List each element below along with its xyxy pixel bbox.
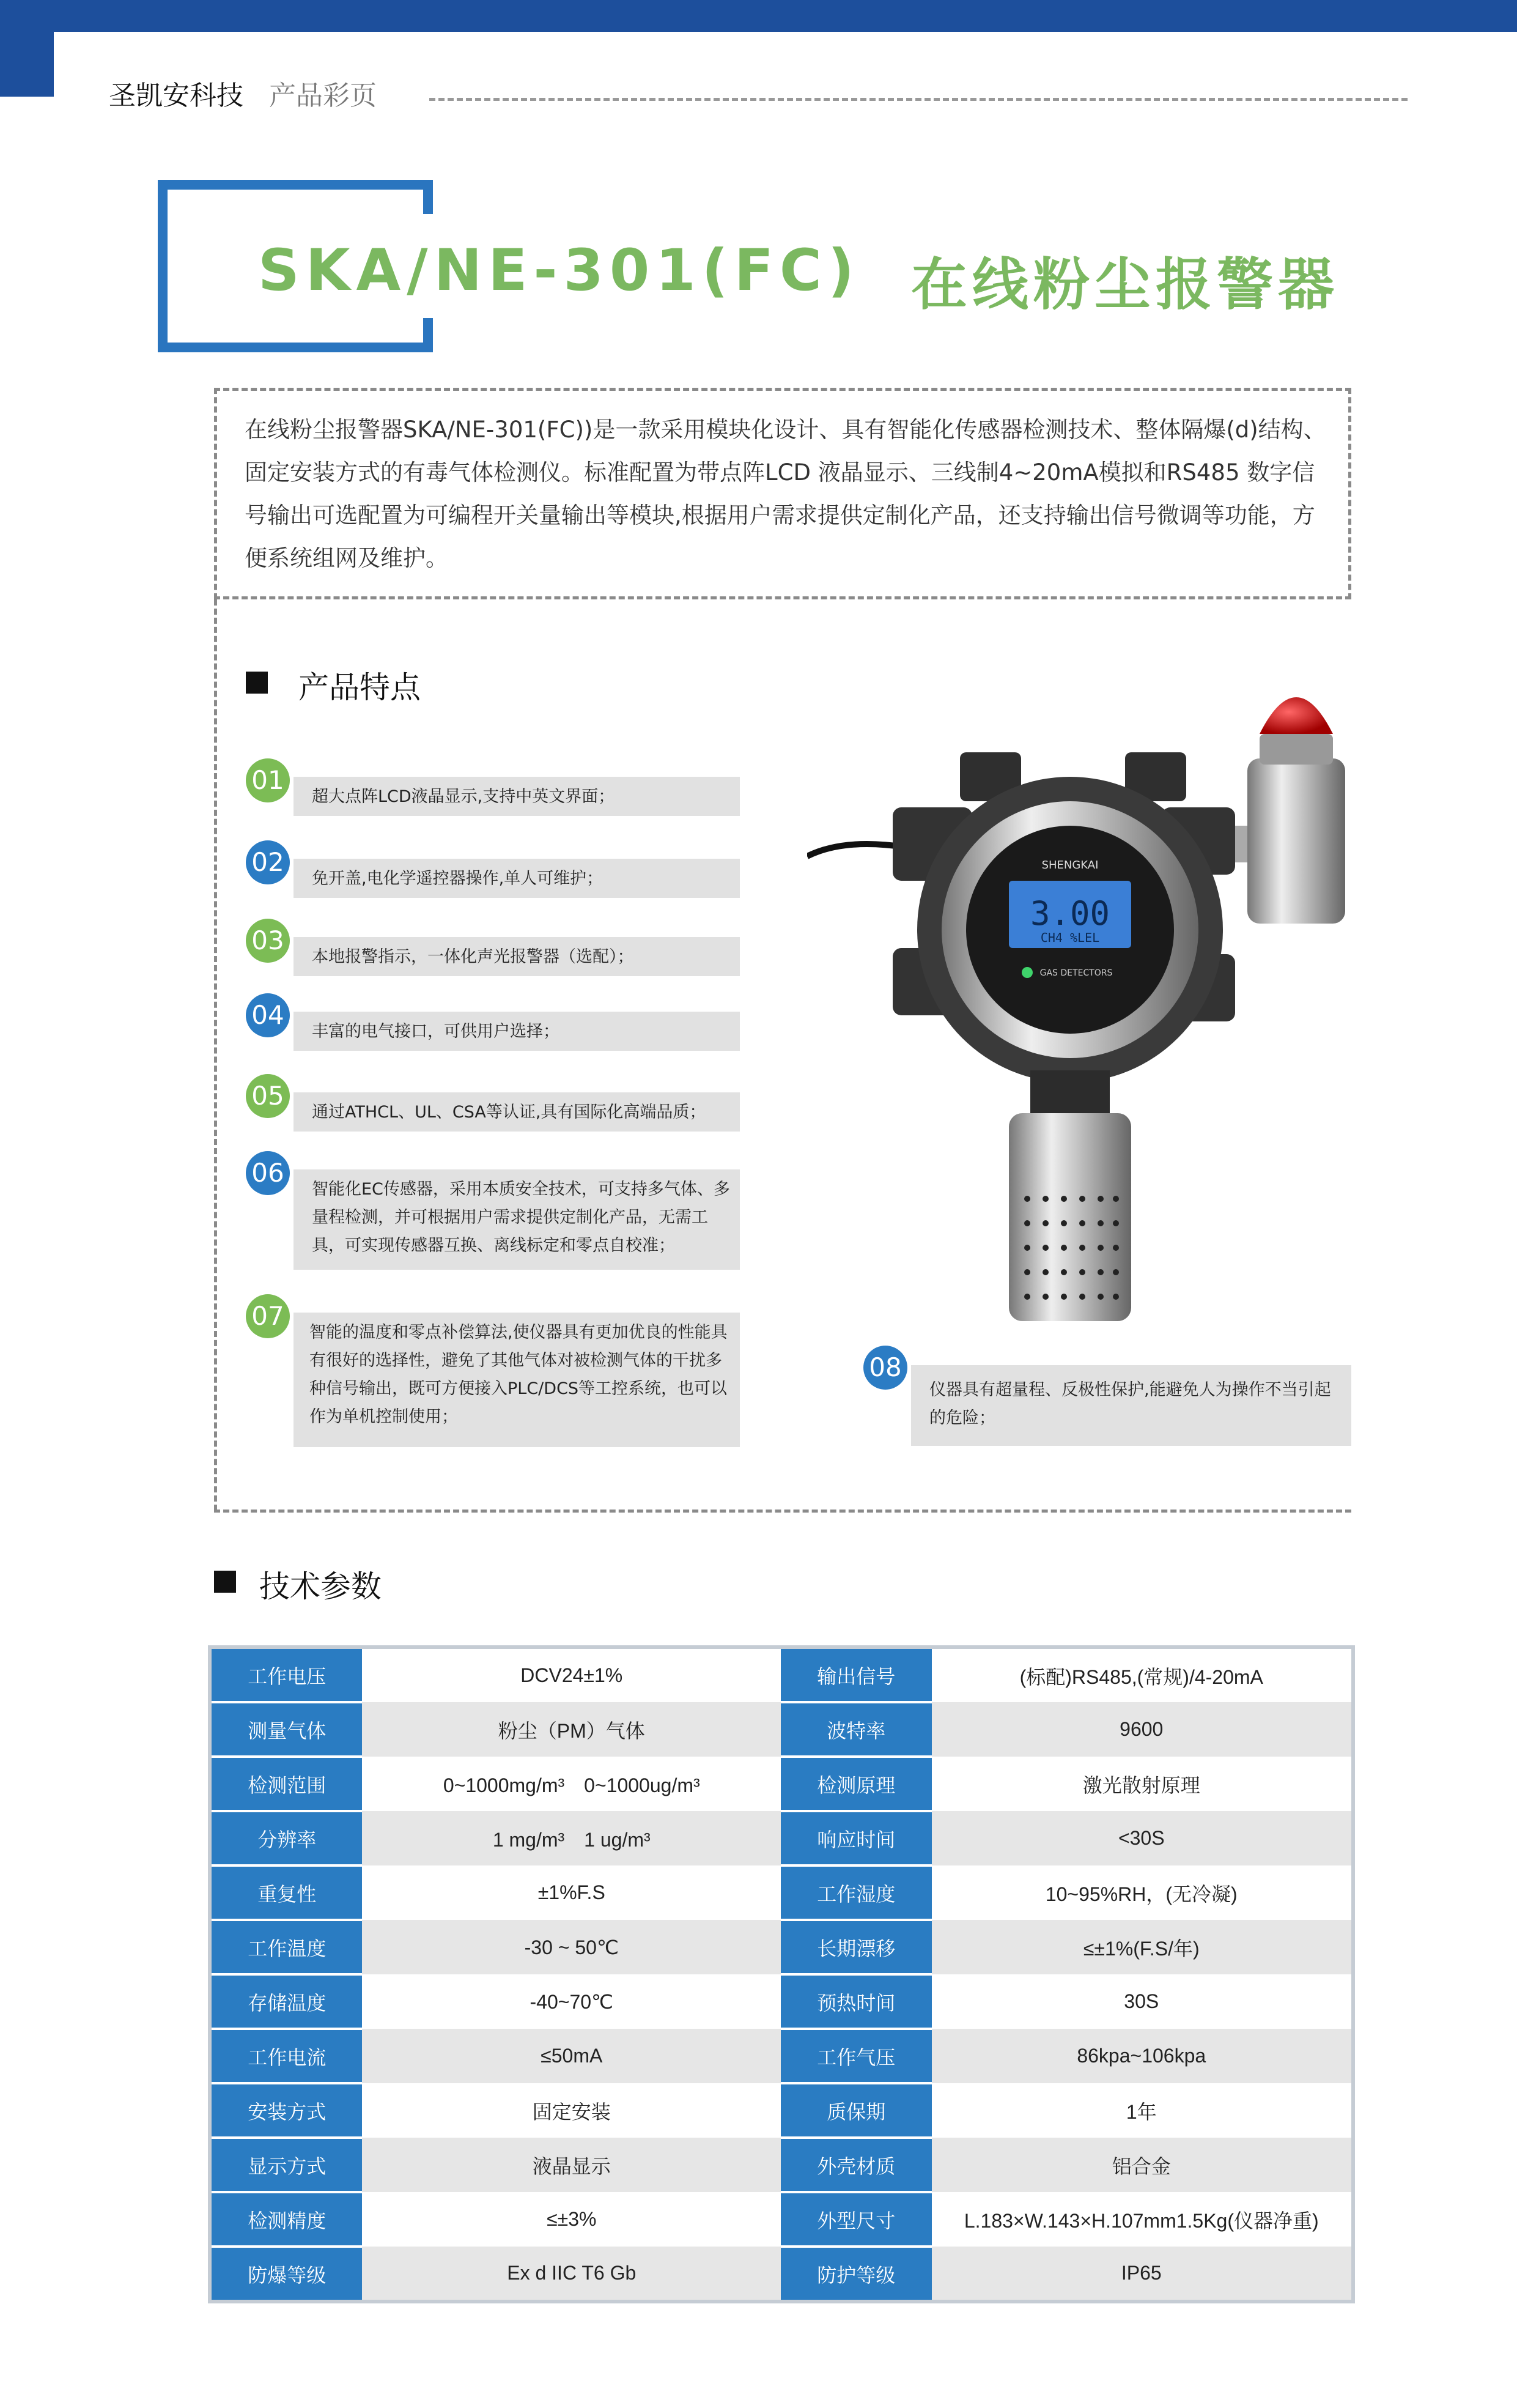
spec-value: ≤±1%(F.S/年): [932, 1920, 1353, 1974]
spec-value: 1 mg/m³ 1 ug/m³: [362, 1811, 781, 1865]
section-square-icon: [246, 672, 268, 694]
spec-value: (标配)RS485,(常规)/4-20mA: [932, 1647, 1353, 1702]
device-label: GAS DETECTORS: [1039, 968, 1113, 978]
spec-value: DCV24±1%: [362, 1647, 781, 1702]
spec-value: 86kpa~106kpa: [932, 2029, 1353, 2083]
spec-key: 输出信号: [781, 1647, 931, 1702]
feature-text: 丰富的电气接口，可供用户选择；: [312, 1022, 559, 1041]
spec-key: 重复性: [210, 1865, 362, 1920]
spec-key: 工作电压: [210, 1647, 362, 1702]
spec-value: -40~70℃: [362, 1974, 781, 2029]
spec-key: 长期漂移: [781, 1920, 931, 1974]
spec-key: 防爆等级: [210, 2247, 362, 2302]
spec-value: 30S: [932, 1974, 1353, 2029]
spec-value: ≤±3%: [362, 2192, 781, 2247]
spec-key: 响应时间: [781, 1811, 931, 1865]
feature-number-badge: 08: [863, 1346, 907, 1390]
spec-value: 液晶显示: [362, 2138, 781, 2192]
feature-text: 通过ATHCL、UL、CSA等认证,具有国际化高端品质；: [312, 1103, 706, 1122]
title-frame-top: [158, 180, 433, 190]
spec-value: Ex d IIC T6 Gb: [362, 2247, 781, 2302]
section-square-icon: [214, 1571, 236, 1593]
spec-key: 分辨率: [210, 1811, 362, 1865]
features-box-border: [214, 1510, 1351, 1513]
feature-text: 仪器具有超量程、反极性保护,能避免人为操作不当引起的危险；: [929, 1380, 1331, 1428]
table-row: [210, 2029, 1353, 2083]
spec-value: ±1%F.S: [362, 1865, 781, 1920]
header-section-label: 产品彩页: [269, 80, 377, 111]
model-title: SKA/NE-301(FC): [258, 237, 860, 304]
spec-key: 显示方式: [210, 2138, 362, 2192]
title-frame: [158, 180, 168, 352]
spec-key: 外壳材质: [781, 2138, 931, 2192]
feature-text: 智能的温度和零点补偿算法,使仪器具有更加优良的性能具有很好的选择性，避免了其他气体对被检测气体的干扰多种信号输出，既可方便接入PLC/DCS等工控系统，也可以作为单机控制使用；: [309, 1323, 728, 1426]
spec-key: 预热时间: [781, 1974, 931, 2029]
company-name: 圣凯安科技: [109, 80, 243, 111]
gas-detector-image: [807, 685, 1357, 1321]
feature-number-badge: 06: [246, 1151, 290, 1195]
spec-key: 检测范围: [210, 1757, 362, 1811]
spec-key: 外型尺寸: [781, 2192, 931, 2247]
feature-text: 超大点阵LCD液晶显示,支持中英文界面；: [312, 787, 615, 806]
features-heading: 产品特点: [298, 670, 421, 705]
table-row: [210, 1974, 1353, 2029]
title-frame-notch: [423, 180, 433, 214]
top-corner-tab: [0, 32, 54, 97]
feature-text: 免开盖,电化学遥控器操作,单人可维护；: [312, 869, 603, 888]
spec-key: 工作湿度: [781, 1865, 931, 1920]
spec-key: 工作温度: [210, 1920, 362, 1974]
lcd-sub: CH4 %LEL: [1040, 930, 1100, 945]
table-row: [210, 1702, 1353, 1757]
feature-number-badge: 02: [246, 840, 290, 884]
table-row: [210, 2083, 1353, 2138]
table-row: [210, 1757, 1353, 1811]
device-brand: SHENGKAI: [1041, 859, 1099, 872]
spec-value: 10~95%RH，(无冷凝): [932, 1865, 1353, 1920]
table-row: [210, 2247, 1353, 2302]
spec-key: 波特率: [781, 1702, 931, 1757]
table-row: [210, 1865, 1353, 1920]
intro-text: 在线粉尘报警器SKA/NE-301(FC))是一款采用模块化设计、具有智能化传感器检测技术、整体隔爆(d)结构、固定安装方式的有毒气体检测仪。标准配置为带点阵LCD 液晶显示、三线制4~20mA模拟和RS485 数字信号输出可选配置为可编程开关量输出等模块,根据用户需求提供定制化产品，还支持输出信号微调等功能，方便系统组网及维护。: [245, 417, 1326, 571]
table-row: [210, 1920, 1353, 1974]
spec-key: 防护等级: [781, 2247, 931, 2302]
spec-value: 激光散射原理: [932, 1757, 1353, 1811]
spec-key: 存储温度: [210, 1974, 362, 2029]
feature-number-badge: 03: [246, 919, 290, 963]
spec-value: -30 ~ 50℃: [362, 1920, 781, 1974]
spec-key: 质保期: [781, 2083, 931, 2138]
feature-number-badge: 04: [246, 993, 290, 1037]
spec-value: 固定安装: [362, 2083, 781, 2138]
title-frame-bottom: [158, 343, 433, 352]
feature-number-badge: 05: [246, 1074, 290, 1118]
title-frame-notch: [423, 318, 433, 352]
header-dashed-rule: [429, 98, 1408, 101]
spec-value: 铝合金: [932, 2138, 1353, 2192]
lcd-value: 3.00: [1030, 894, 1110, 933]
table-row: [210, 2192, 1353, 2247]
product-title: 在线粉尘报警器: [911, 252, 1340, 317]
spec-value: 粉尘（PM）气体: [362, 1702, 781, 1757]
spec-value: <30S: [932, 1811, 1353, 1865]
specs-heading: 技术参数: [259, 1569, 382, 1604]
table-row: [210, 2138, 1353, 2192]
top-color-bar: [0, 0, 1517, 32]
table-row: [210, 1647, 1353, 1702]
feature-number-badge: 01: [246, 758, 290, 802]
spec-value: L.183×W.143×H.107mm1.5Kg(仪器净重): [932, 2192, 1353, 2247]
spec-key: 工作电流: [210, 2029, 362, 2083]
features-box-border: [214, 599, 217, 1511]
feature-text: 本地报警指示，一体化声光报警器（选配）；: [312, 947, 634, 966]
spec-key: 工作气压: [781, 2029, 931, 2083]
spec-value: 0~1000mg/m³ 0~1000ug/m³: [362, 1757, 781, 1811]
spec-table: [208, 1645, 1355, 2303]
table-row: [210, 1811, 1353, 1865]
spec-value: 9600: [932, 1702, 1353, 1757]
spec-key: 安装方式: [210, 2083, 362, 2138]
spec-key: 检测精度: [210, 2192, 362, 2247]
spec-value: ≤50mA: [362, 2029, 781, 2083]
spec-key: 检测原理: [781, 1757, 931, 1811]
spec-value: IP65: [932, 2247, 1353, 2302]
feature-text: 智能化EC传感器，采用本质安全技术，可支持多气体、多量程检测，并可根据用户需求提供定制化产品，无需工具，可实现传感器互换、离线标定和零点自校准；: [312, 1180, 730, 1255]
spec-key: 测量气体: [210, 1702, 362, 1757]
spec-value: 1年: [932, 2083, 1353, 2138]
feature-number-badge: 07: [246, 1294, 290, 1338]
